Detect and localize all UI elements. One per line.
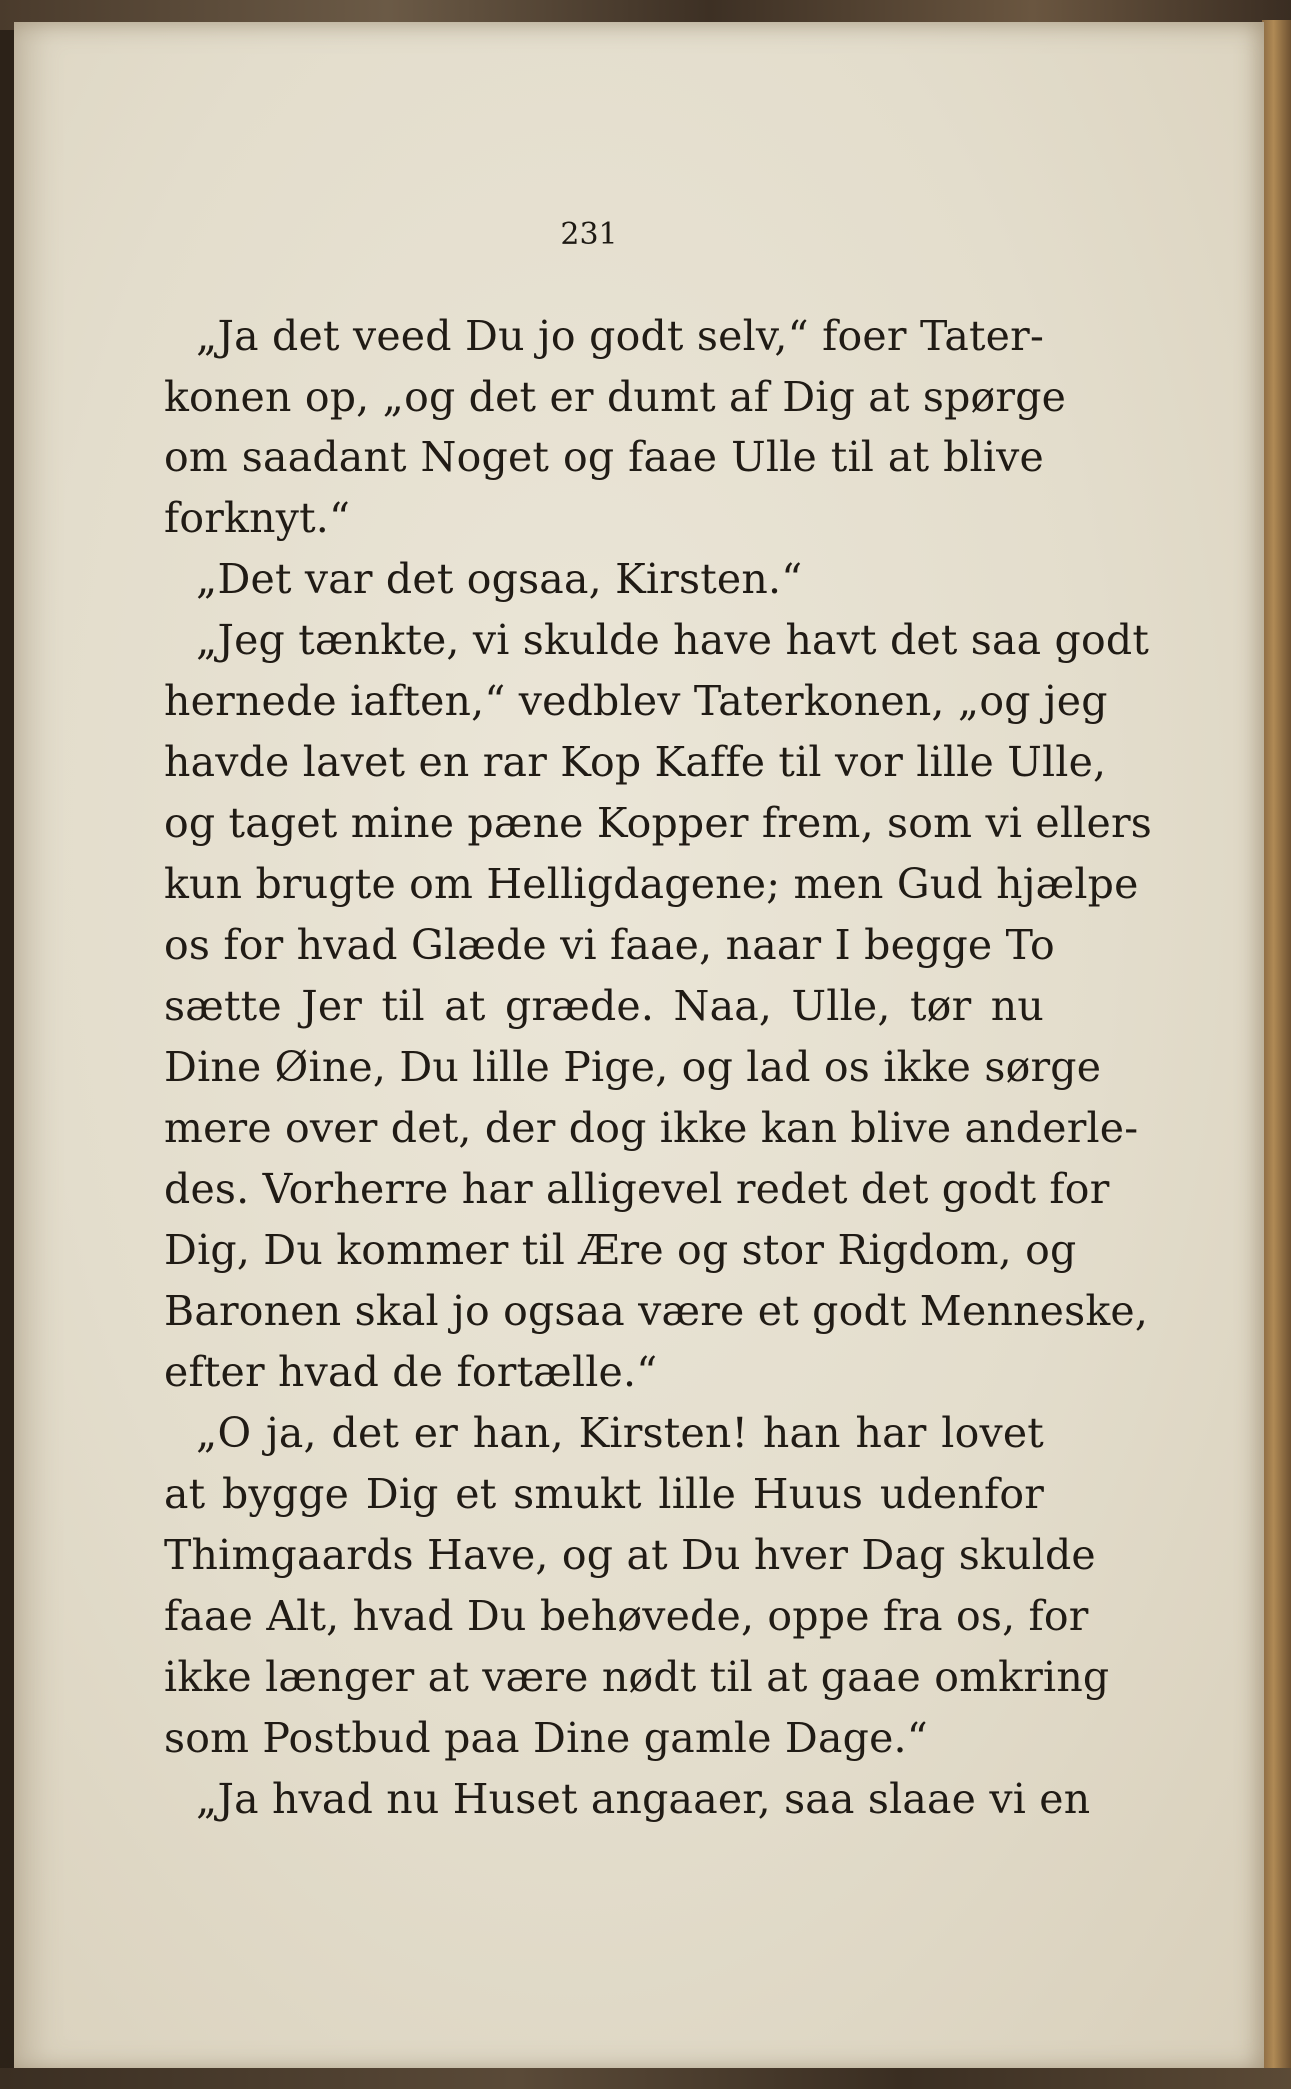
text-line: efter hvad de fortælle.“: [164, 1348, 658, 1396]
text-line: at bygge Dig et smukt lille Huus udenfor: [164, 1470, 1044, 1518]
page-number: 231: [560, 217, 618, 252]
text-line: kun brugte om Helligdagene; men Gud hjælpe: [164, 860, 1139, 908]
book-page: [14, 22, 1264, 2072]
text-line: ikke længer at være nødt til at gaae omkring: [164, 1653, 1110, 1701]
book-bottom-edge: [0, 2068, 1291, 2089]
text-line: „Det var det ogsaa, Kirsten.“: [196, 555, 803, 603]
text-line: „Jeg tænkte, vi skulde have havt det saa godt: [196, 616, 1150, 664]
text-line: „O ja, det er han, Kirsten! han har lovet: [196, 1409, 1044, 1457]
text-line: Thimgaards Have, og at Du hver Dag skulde: [164, 1531, 1096, 1579]
text-line: forknyt.“: [164, 494, 351, 542]
text-line: som Postbud paa Dine gamle Dage.“: [164, 1714, 928, 1762]
text-line: des. Vorherre har alligevel redet det godt for: [164, 1165, 1110, 1213]
text-line: og taget mine pæne Kopper frem, som vi ellers: [164, 799, 1152, 847]
text-line: „Ja det veed Du jo godt selv,“ foer Tater-: [196, 312, 1044, 360]
text-line: faae Alt, hvad Du behøvede, oppe fra os, for: [164, 1592, 1089, 1640]
text-line: „Ja hvad nu Huset angaaer, saa slaae vi en: [196, 1775, 1091, 1823]
text-line: os for hvad Glæde vi faae, naar I begge To: [164, 921, 1055, 969]
text-line: hernede iaften,“ vedblev Taterkonen, „og jeg: [164, 677, 1108, 725]
text-line: sætte Jer til at græde. Naa, Ulle, tør nu: [164, 982, 1044, 1030]
text-line: konen op, „og det er dumt af Dig at spørge: [164, 373, 1067, 421]
book-page-edges: [1262, 20, 1291, 2080]
text-line: Dig, Du kommer til Ære og stor Rigdom, og: [164, 1226, 1077, 1274]
text-line: Dine Øine, Du lille Pige, og lad os ikke sørge: [164, 1043, 1102, 1091]
text-line: Baronen skal jo ogsaa være et godt Menneske,: [164, 1287, 1149, 1335]
text-line: mere over det, der dog ikke kan blive anderle-: [164, 1104, 1139, 1152]
text-line: om saadant Noget og faae Ulle til at blive: [164, 433, 1044, 481]
text-line: havde lavet en rar Kop Kaffe til vor lille Ulle,: [164, 738, 1107, 786]
